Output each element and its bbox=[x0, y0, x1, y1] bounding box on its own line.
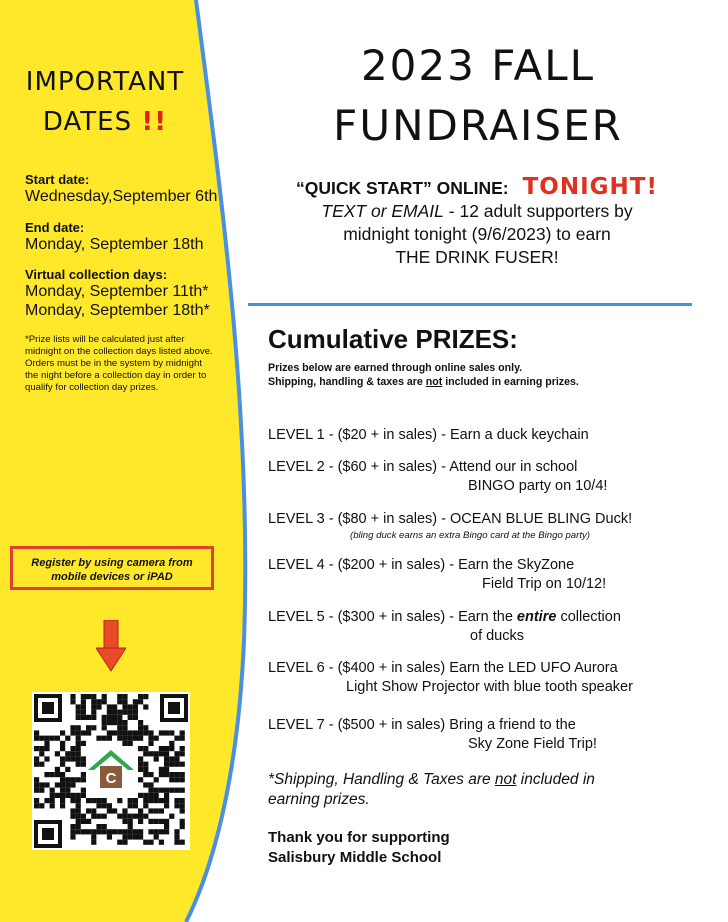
footnote-text: *Shipping, Handling & Taxes are bbox=[268, 771, 495, 788]
end-date-value: Monday, September 18th bbox=[25, 236, 204, 253]
qr-logo-letter: C bbox=[105, 770, 117, 787]
footnote-line-2: earning prizes. bbox=[268, 791, 370, 808]
thanks-line-2: Salisbury Middle School bbox=[268, 849, 442, 866]
virtual-collection-block bbox=[25, 267, 220, 320]
thanks-line-1: Thank you for supporting bbox=[268, 829, 450, 846]
virtual-collection-label: Virtual collection days: bbox=[25, 267, 168, 282]
note-line: qualify for collection day prizes. bbox=[25, 382, 159, 393]
prize-level-4 bbox=[268, 556, 698, 594]
quick-start-section bbox=[262, 176, 692, 269]
thank-you-message bbox=[268, 828, 450, 868]
prize-level-7 bbox=[268, 716, 698, 754]
level-4-text-cont: Field Trip on 10/12! bbox=[482, 576, 607, 592]
note-line: *Prize lists will be calculated just after bbox=[25, 334, 185, 345]
level-3-text: LEVEL 3 - ($80 + in sales) - OCEAN BLUE BLING Duck! bbox=[268, 511, 633, 527]
qr-code-icon[interactable] bbox=[32, 692, 190, 850]
note-line: midnight on the collection days listed above. bbox=[25, 346, 213, 357]
level-2-text: LEVEL 2 - ($60 + in sales) - Attend our in school bbox=[268, 459, 578, 475]
prize-level-6 bbox=[268, 659, 698, 697]
level-7-text: LEVEL 7 - ($500 + in sales) Bring a friend to the bbox=[268, 717, 576, 733]
end-date-label: End date: bbox=[25, 220, 85, 235]
level-5-text-a: LEVEL 5 - ($300 + in sales) - Earn the bbox=[268, 609, 517, 625]
important-title-line1: IMPORTANT bbox=[25, 67, 185, 97]
footnote-line-1 bbox=[268, 770, 698, 790]
important-title-dates: DATES bbox=[42, 107, 133, 137]
subtitle-not: not bbox=[425, 376, 443, 388]
start-date-block bbox=[25, 172, 220, 206]
subtitle-text: Shipping, handling & taxes are bbox=[268, 376, 426, 388]
text-or-email: TEXT or EMAIL bbox=[321, 201, 444, 221]
important-title-line2 bbox=[0, 102, 210, 142]
level-6-text: LEVEL 6 - ($400 + in sales) Earn the LED UFO Aurora bbox=[268, 660, 618, 676]
level-5-text-cont: of ducks bbox=[470, 628, 524, 644]
title-line-2: FUNDRAISER bbox=[333, 101, 623, 150]
cumulative-prizes-title: Cumulative PRIZES: bbox=[268, 324, 518, 354]
note-line: the night before a collection day in order to bbox=[25, 370, 207, 381]
subtitle-line-1: Prizes below are earned through online sales only. bbox=[268, 362, 523, 374]
quick-start-text-2: midnight tonight (9/6/2023) to earn bbox=[343, 224, 611, 244]
subtitle-text: included in earning prizes. bbox=[442, 376, 579, 388]
prize-level-1 bbox=[268, 426, 698, 445]
level-2-text-cont: BINGO party on 10/4! bbox=[468, 478, 608, 494]
subtitle-line-2 bbox=[268, 375, 579, 389]
section-divider bbox=[248, 303, 692, 306]
tonight-badge: TONIGHT! bbox=[522, 174, 658, 200]
level-5-entire: entire bbox=[516, 609, 557, 625]
end-date-block bbox=[25, 220, 220, 254]
quick-start-text-1-rest: - 12 adult supporters by bbox=[443, 201, 633, 221]
level-3-note: (bling duck earns an extra Bingo card at the Bingo party) bbox=[350, 530, 590, 541]
virtual-collection-date-1: Monday, September 11th* bbox=[25, 283, 209, 300]
register-line-1: Register by using camera from bbox=[31, 557, 193, 569]
double-exclamation-icon: !! bbox=[141, 107, 168, 137]
page-title bbox=[268, 36, 688, 156]
important-dates-title bbox=[0, 62, 210, 142]
prize-level-3 bbox=[268, 510, 698, 543]
start-date-label: Start date: bbox=[25, 172, 90, 187]
level-6-text-cont: Light Show Projector with blue tooth speaker bbox=[346, 679, 633, 695]
level-1-text: LEVEL 1 - ($20 + in sales) - Earn a duck keychain bbox=[268, 427, 589, 443]
note-line: Orders must be in the system by midnight bbox=[25, 358, 203, 369]
level-5-text-a2: collection bbox=[556, 609, 621, 625]
quick-start-heading-row bbox=[262, 176, 692, 200]
level-5-text bbox=[268, 608, 698, 627]
title-line-1: 2023 FALL bbox=[360, 41, 596, 90]
down-arrow-icon bbox=[96, 620, 126, 672]
footnote-not: not bbox=[494, 771, 517, 788]
cumulative-prizes-subtitle bbox=[268, 361, 579, 389]
quick-start-text-3: THE DRINK FUSER! bbox=[395, 247, 559, 267]
level-7-text-cont: Sky Zone Field Trip! bbox=[468, 736, 597, 752]
level-4-text: LEVEL 4 - ($200 + in sales) - Earn the SkyZone bbox=[268, 557, 575, 573]
prize-level-2 bbox=[268, 458, 698, 496]
prize-list-note bbox=[25, 334, 230, 394]
prize-level-5 bbox=[268, 608, 698, 646]
start-date-value: Wednesday,September 6th bbox=[25, 188, 218, 205]
register-instructions-box bbox=[10, 546, 214, 590]
quick-start-text-1 bbox=[262, 200, 692, 223]
register-line-2: mobile devices or iPAD bbox=[51, 571, 173, 583]
shipping-footnote bbox=[268, 770, 698, 810]
virtual-collection-date-2: Monday, September 18th* bbox=[25, 302, 210, 319]
quick-start-heading: “QUICK START” ONLINE: bbox=[296, 178, 509, 198]
footnote-text: included in bbox=[516, 771, 595, 788]
